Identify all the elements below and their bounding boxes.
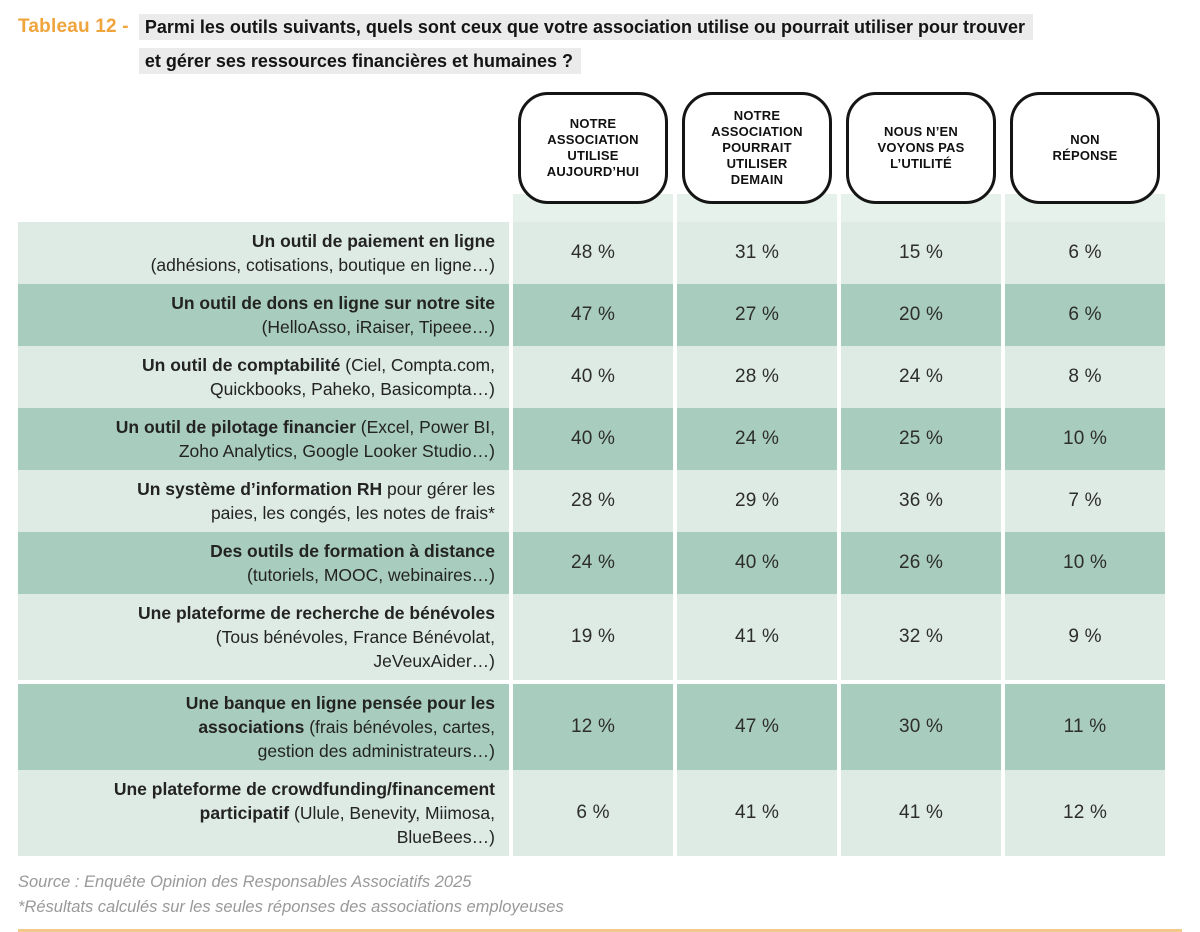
value-cell: 19 %: [513, 594, 673, 680]
value-cell: 47 %: [677, 684, 837, 770]
row-label-line: [210, 563, 495, 587]
value-cell: 40 %: [677, 532, 837, 594]
column-header-pill: [682, 92, 832, 204]
table-title: [18, 12, 1182, 80]
row-label-line: [186, 739, 495, 763]
column-header-line: RÉPONSE: [1052, 148, 1118, 163]
row-label-text: [138, 601, 495, 673]
column-header-line: NON: [1070, 132, 1100, 147]
column-header-pill: [846, 92, 996, 204]
row-label: [18, 222, 509, 284]
value-cell: 24 %: [841, 346, 1001, 408]
value-cell: 10 %: [1005, 532, 1165, 594]
row-label-line: [210, 539, 495, 563]
row-label-line: [151, 229, 495, 253]
footer-note: *Résultats calculés sur les seules réponses des associations employeuses: [18, 898, 564, 916]
row-label-bold: Une banque en ligne pensée pour les: [185, 693, 495, 713]
value-cell: 24 %: [677, 408, 837, 470]
column-header-line: ASSOCIATION: [711, 124, 803, 139]
value-cell: 24 %: [513, 532, 673, 594]
row-label-bold: Une plateforme de recherche de bénévoles: [138, 603, 495, 623]
row-label-line: [138, 601, 495, 625]
row-label-text: [116, 415, 495, 463]
row-label-detail: BlueBees…): [396, 827, 495, 847]
row-label-detail: (tutoriels, MOOC, webinaires…): [247, 565, 495, 585]
row-label-detail: (Tous bénévoles, France Bénévolat,: [215, 627, 495, 647]
column-header-line: NOTRE: [569, 116, 617, 131]
row-label-line: [186, 691, 495, 715]
column-header-line: AUJOURD’HUI: [546, 164, 640, 179]
row-label-line: [142, 353, 495, 377]
row-label-line: [138, 625, 495, 649]
column-header-line: NOTRE: [733, 108, 781, 123]
value-cell: 28 %: [677, 346, 837, 408]
header-row: [18, 92, 1165, 222]
row-label-line: [151, 253, 495, 277]
row-label-text: [186, 691, 495, 763]
row-label-text: [137, 477, 495, 525]
value-cell: 40 %: [513, 408, 673, 470]
row-label-line: [137, 477, 495, 501]
row-label-detail: JeVeuxAider…): [373, 651, 495, 671]
row-label-detail: (Excel, Power BI,: [355, 417, 495, 437]
value-cell: 41 %: [841, 770, 1001, 856]
row-label-line: [114, 801, 495, 825]
column-header-line: DEMAIN: [730, 172, 784, 187]
row-label: [18, 594, 509, 680]
row-label: [18, 284, 509, 346]
row-label-line: [171, 315, 495, 339]
survey-table: [18, 92, 1165, 856]
row-label-line: [114, 777, 495, 801]
table-footer: [18, 870, 1182, 920]
row-label-bold: Un outil de paiement en ligne: [251, 231, 495, 251]
row-label-detail: (adhésions, cotisations, boutique en ligne…): [150, 255, 495, 275]
row-label-detail: pour gérer les: [382, 479, 495, 499]
row-label-line: [171, 291, 495, 315]
row-label-line: [138, 649, 495, 673]
value-cell: 40 %: [513, 346, 673, 408]
value-cell: 36 %: [841, 470, 1001, 532]
table-row: [18, 532, 1165, 594]
value-cell: 6 %: [513, 770, 673, 856]
value-cell: 31 %: [677, 222, 837, 284]
row-label: [18, 770, 509, 856]
column-header-1: [513, 92, 673, 222]
table-body: [18, 222, 1165, 856]
table-row: [18, 284, 1165, 346]
table-row: [18, 222, 1165, 284]
row-label-text: [171, 291, 495, 339]
row-label-bold: Un outil de comptabilité: [142, 355, 341, 375]
column-header-line: UTILISE: [567, 148, 619, 163]
row-label-line: [142, 377, 495, 401]
footer-source: Source : Enquête Opinion des Responsables Associatifs 2025: [18, 873, 472, 891]
column-header-pill: [518, 92, 668, 204]
value-cell: 29 %: [677, 470, 837, 532]
row-label-text: [210, 539, 495, 587]
column-header-line: ASSOCIATION: [547, 132, 639, 147]
column-header-4: [1005, 92, 1165, 222]
value-cell: 12 %: [513, 684, 673, 770]
table-row: [18, 684, 1165, 770]
value-cell: 32 %: [841, 594, 1001, 680]
row-label-detail: Quickbooks, Paheko, Basicompta…): [210, 379, 495, 399]
value-cell: 11 %: [1005, 684, 1165, 770]
value-cell: 9 %: [1005, 594, 1165, 680]
value-cell: 7 %: [1005, 470, 1165, 532]
table-row: [18, 408, 1165, 470]
value-cell: 27 %: [677, 284, 837, 346]
row-label: [18, 408, 509, 470]
row-label-line: [116, 439, 495, 463]
value-cell: 48 %: [513, 222, 673, 284]
row-label-line: [186, 715, 495, 739]
row-label-bold: participatif: [199, 803, 290, 823]
value-cell: 28 %: [513, 470, 673, 532]
row-label-detail: (HelloAsso, iRaiser, Tipeee…): [261, 317, 495, 337]
row-label: [18, 470, 509, 532]
table-row: [18, 594, 1165, 680]
value-cell: 20 %: [841, 284, 1001, 346]
row-label-detail: Zoho Analytics, Google Looker Studio…): [178, 441, 495, 461]
header-corner-spacer: [18, 92, 509, 222]
column-header-line: UTILISER: [726, 156, 788, 171]
value-cell: 8 %: [1005, 346, 1165, 408]
row-label-detail: paies, les congés, les notes de frais*: [210, 503, 495, 523]
row-label-text: [114, 777, 495, 849]
row-label-bold: Un système d’information RH: [137, 479, 383, 499]
value-cell: 12 %: [1005, 770, 1165, 856]
row-label-bold: associations: [198, 717, 305, 737]
row-label-bold: Un outil de pilotage financier: [115, 417, 356, 437]
row-label-text: [142, 353, 495, 401]
table-row: [18, 770, 1165, 856]
row-label-detail: (frais bénévoles, cartes,: [304, 717, 495, 737]
row-label-bold: Des outils de formation à distance: [210, 541, 495, 561]
row-label-bold: Une plateforme de crowdfunding/financement: [113, 779, 495, 799]
question-line-2: et gérer ses ressources financières et humaines ?: [139, 48, 581, 74]
row-label-line: [116, 415, 495, 439]
row-label-line: [137, 501, 495, 525]
row-label-line: [114, 825, 495, 849]
value-cell: 10 %: [1005, 408, 1165, 470]
row-label-detail: (Ulule, Benevity, Miimosa,: [289, 803, 495, 823]
row-label-detail: (Ciel, Compta.com,: [340, 355, 495, 375]
table-number-label: Tableau 12 -: [18, 16, 129, 37]
question-line-1: Parmi les outils suivants, quels sont ceux que votre association utilise ou pourrait utiliser pour trouver: [139, 14, 1033, 40]
value-cell: 6 %: [1005, 222, 1165, 284]
value-cell: 41 %: [677, 594, 837, 680]
value-cell: 47 %: [513, 284, 673, 346]
row-label: [18, 684, 509, 770]
column-header-line: NOUS N’EN: [883, 124, 959, 139]
value-cell: 6 %: [1005, 284, 1165, 346]
value-cell: 15 %: [841, 222, 1001, 284]
column-header-pill: [1010, 92, 1160, 204]
row-label-bold: Un outil de dons en ligne sur notre site: [171, 293, 495, 313]
table-row: [18, 346, 1165, 408]
value-cell: 26 %: [841, 532, 1001, 594]
value-cell: 25 %: [841, 408, 1001, 470]
row-label: [18, 532, 509, 594]
column-header-line: VOYONS PAS: [877, 140, 965, 155]
column-header-line: L’UTILITÉ: [890, 156, 952, 171]
column-header-3: [841, 92, 1001, 222]
row-label: [18, 346, 509, 408]
value-cell: 30 %: [841, 684, 1001, 770]
row-label-text: [151, 229, 495, 277]
value-cell: 41 %: [677, 770, 837, 856]
table-row: [18, 470, 1165, 532]
column-header-2: [677, 92, 837, 222]
row-label-detail: gestion des administrateurs…): [257, 741, 495, 761]
column-header-line: POURRAIT: [722, 140, 792, 155]
survey-question: [139, 12, 1033, 80]
